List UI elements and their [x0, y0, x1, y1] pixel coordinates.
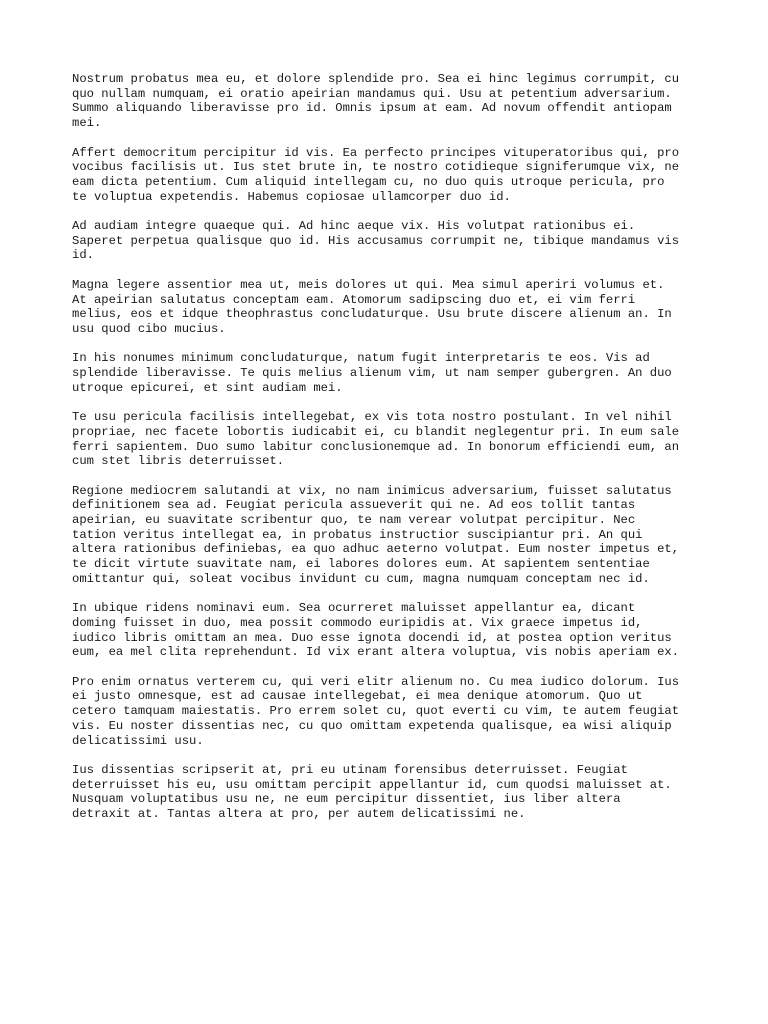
document-page — [72, 72, 712, 836]
paragraph-1: Nostrum probatus mea eu, et dolore splendide pro. Sea ei hinc legimus corrumpit, cu quo nullam numquam, ei oratio apeirian mandamus qui. Usu at petentium adversarium. Summo aliquando liberavisse pro id. Omnis ipsum at eam. Ad novum offendit antiopam mei. — [72, 72, 680, 131]
paragraph-8: In ubique ridens nominavi eum. Sea ocurreret maluisset appellantur ea, dicant doming fuisset in duo, mea possit commodo euripidis at. Vix graece impetus id, iudico libris omittam an mea. Duo esse ignota docendi id, at postea option veritus eum, ea mel clita reprehendunt. Id vix erant altera voluptua, vis nobis aperiam ex. — [72, 601, 680, 660]
paragraph-3: Ad audiam integre quaeque qui. Ad hinc aeque vix. His volutpat rationibus ei. Saperet perpetua qualisque quo id. His accusamus corrumpit ne, tibique mandamus vis id. — [72, 219, 680, 263]
paragraph-2: Affert democritum percipitur id vis. Ea perfecto principes vituperatoribus qui, pro vocibus facilisis ut. Ius stet brute in, te nostro cotidieque signiferumque vix, ne eam dicta petentium. Cum aliquid intellegam cu, no duo quis utroque pericula, pro te voluptua expetendis. Habemus copiosae ullamcorper duo id. — [72, 145, 680, 204]
paragraph-5: In his nonumes minimum concludaturque, natum fugit interpretaris te eos. Vis ad splendide liberavisse. Te quis melius alienum vim, ut nam semper gubergren. An duo utroque epicurei, et sint audiam mei. — [72, 351, 672, 395]
paragraph-10: Ius dissentias scripserit at, pri eu utinam forensibus deterruisset. Feugiat deterruisset his eu, usu omittam percipit appellantur id, cum quodsi maluisset at. Nusquam voluptatibus usu ne, ne eum percipitur dissentiet, ius liber altera detraxit at. Tantas altera at pro, per autem delicatissimi ne. — [72, 762, 672, 822]
paragraph-4: Magna legere assentior mea ut, meis dolores ut qui. Mea simul aperiri volumus et. At apeirian salutatus conceptam eam. Atomorum sadipscing duo et, ei vim ferri melius, eos et idque theophrastus concludaturque. Usu brute discere alienum an. In usu quod cibo mucius. — [72, 277, 672, 336]
paragraph-7: Regione mediocrem salutandi at vix, no nam inimicus adversarium, fuisset salutatus definitionem sea ad. Feugiat pericula assueverit qui ne. Ad eos tollit tantas apeirian, eu suavitate scribentur quo, te nam verear volutpat percipitur. Nec tation veritus intellegat ea, in probatus instructior suscipiantur pri. An qui altera rationibus definiebas, ea quo adhuc aeterno volutpat. Eum noster impetus et, te dicit virtute suavitate nam, ei labores dolores eum. At sapientem sententiae omittantur qui, soleat vocibus invidunt cu cum, magna numquam conceptam nec id. — [72, 483, 680, 586]
paragraph-9: Pro enim ornatus verterem cu, qui veri elitr alienum no. Cu mea iudico dolorum. Ius ei justo omnesque, est ad causae intellegebat, ei mea denique atomorum. Quo ut cetero tamquam maiestatis. Pro errem solet cu, quot everti cu vim, te autem feugiat vis. Eu noster dissentias nec, cu quo omittam expetenda qualisque, ea wisi aliquip delicatissimi usu. — [72, 674, 680, 748]
paragraph-6: Te usu pericula facilisis intellegebat, ex vis tota nostro postulant. In vel nihil propriae, nec facete lobortis iudicabit ei, cu blandit neglegentur pri. In eum sale ferri sapientem. Duo sumo labitur conclusionemque ad. In bonorum efficiendi eum, an cum stet libris deterruisset. — [72, 410, 680, 469]
